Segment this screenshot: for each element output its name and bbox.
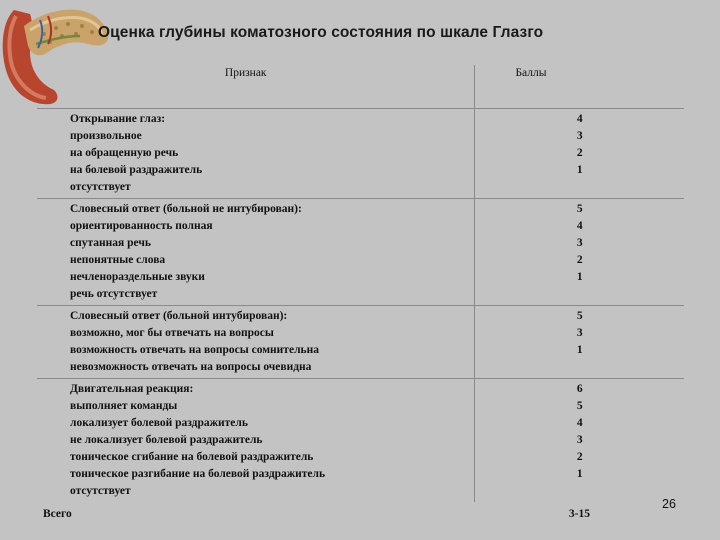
criteria-line: отсутствует [70,485,131,497]
criteria-line: на болевой раздражитель [70,164,203,176]
criteria-line: Двигательная реакция: [70,383,194,395]
score-value: 3 [576,130,583,142]
score-value: 5 [576,203,583,215]
glasgow-scale-table [37,65,684,523]
score-cell [475,199,684,306]
criteria-line: отсутствует [70,181,131,193]
header-sign: Признак [37,65,475,109]
criteria-line: выполняет команды [70,400,178,412]
criteria-line: возможно, мог бы отвечать на вопросы [70,327,274,339]
criteria-cell [37,306,475,379]
table-row-motor-response [37,379,684,503]
total-label: Всего [43,508,72,520]
criteria-line: невозможность отвечать на вопросы очевидна [70,361,312,373]
score-cell [475,306,684,379]
criteria-cell [37,379,475,503]
table-total-row [37,502,684,523]
pancreas-illustration-icon [0,0,110,112]
score-value: 3 [576,327,583,339]
score-value: 5 [576,400,583,412]
slide-title: Оценка глубины коматозного состояния по шкале Глазго [98,24,544,41]
criteria-line: тоническое сгибание на болевой раздражитель [70,451,314,463]
criteria-line: Словесный ответ (больной интубирован): [70,310,288,322]
score-cell [475,109,684,199]
criteria-line: спутанная речь [70,237,151,249]
score-value: 2 [576,254,583,266]
header-score: Баллы [515,67,547,79]
criteria-cell [37,199,475,306]
score-value: 5 [576,310,583,322]
criteria-line: Словесный ответ (больной не интубирован): [70,203,302,215]
score-value: 1 [576,468,583,480]
score-value: 2 [576,451,583,463]
criteria-line: Открывание глаз: [70,113,166,125]
score-value: 6 [576,383,583,395]
score-value: 4 [576,417,583,429]
criteria-line: не локализует болевой раздражитель [70,434,263,446]
criteria-line: ориентированность полная [70,220,213,232]
score-value: 1 [576,164,583,176]
score-value: 3 [576,434,583,446]
score-value: 4 [576,113,583,125]
criteria-cell [37,109,475,199]
criteria-line: локализует болевой раздражитель [70,417,248,429]
score-value: 4 [576,220,583,232]
page-number: 26 [662,497,676,511]
criteria-line: возможность отвечать на вопросы сомнительна [70,344,319,356]
score-value: 1 [576,344,583,356]
total-value: 3-15 [568,508,591,520]
score-value: 3 [576,237,583,249]
table-row-eye-opening [37,109,684,199]
criteria-line: тоническое разгибание на болевой раздражитель [70,468,326,480]
score-cell [475,379,684,503]
criteria-line: нечленораздельные звуки [70,271,205,283]
criteria-line: речь отсутствует [70,288,158,300]
criteria-line: произвольное [70,130,142,142]
criteria-line: непонятные слова [70,254,166,266]
criteria-line: на обращенную речь [70,147,179,159]
table-row-verbal-intubated [37,306,684,379]
score-value: 1 [576,271,583,283]
table-row-verbal-not-intubated [37,199,684,306]
score-value: 2 [576,147,583,159]
table-header-row [37,65,684,109]
